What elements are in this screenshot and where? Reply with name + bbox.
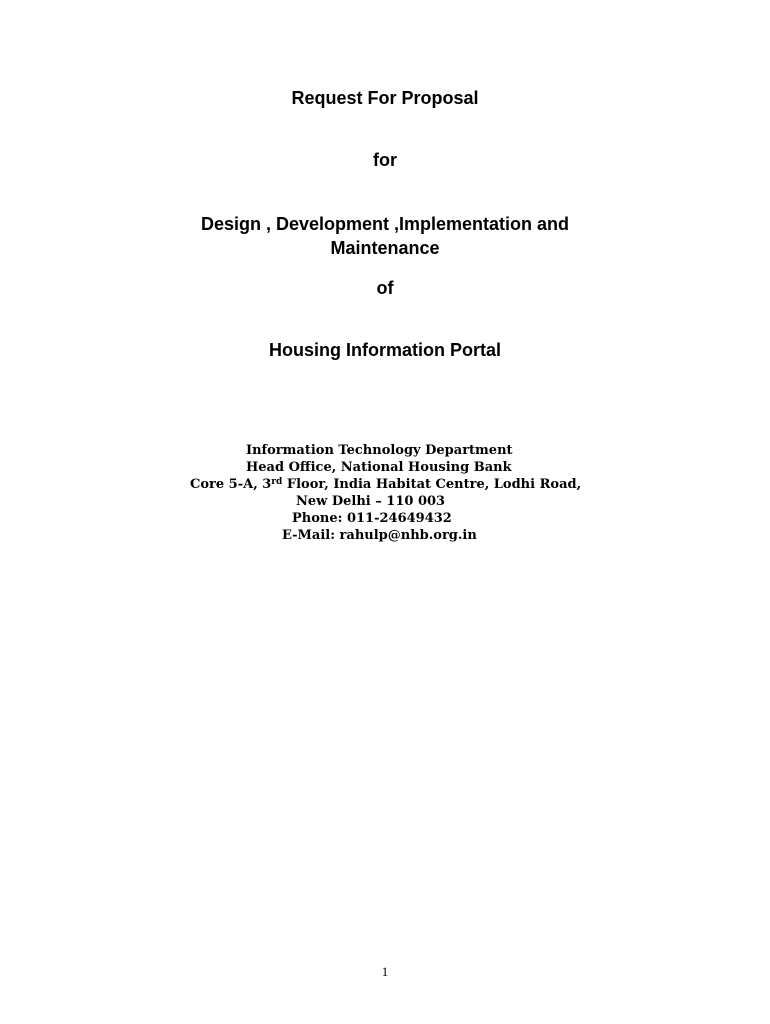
- address-floor-suffix: Floor, India Habitat Centre, Lodhi Road,: [282, 477, 582, 492]
- address-floor-prefix: Core 5-A, 3: [190, 477, 272, 492]
- address-phone: Phone: 011-24649432: [292, 511, 452, 526]
- page-number: 1: [381, 964, 389, 979]
- title-housing-information-portal: Housing Information Portal: [269, 340, 501, 360]
- title-of: of: [376, 278, 394, 298]
- title-request-for-proposal: Request For Proposal: [291, 88, 479, 108]
- address-email: E-Mail: rahulp@nhb.org.in: [282, 528, 477, 543]
- title-design-development: Design , Development ,Implementation and: [200, 214, 570, 234]
- title-for: for: [373, 150, 397, 170]
- title-maintenance: Maintenance: [330, 238, 440, 258]
- address-city: New Delhi – 110 003: [296, 494, 446, 509]
- address-department: Information Technology Department: [246, 443, 513, 458]
- address-office: Head Office, National Housing Bank: [246, 460, 512, 475]
- address-floor-superscript: rd: [271, 477, 283, 487]
- address-floor: [190, 476, 581, 493]
